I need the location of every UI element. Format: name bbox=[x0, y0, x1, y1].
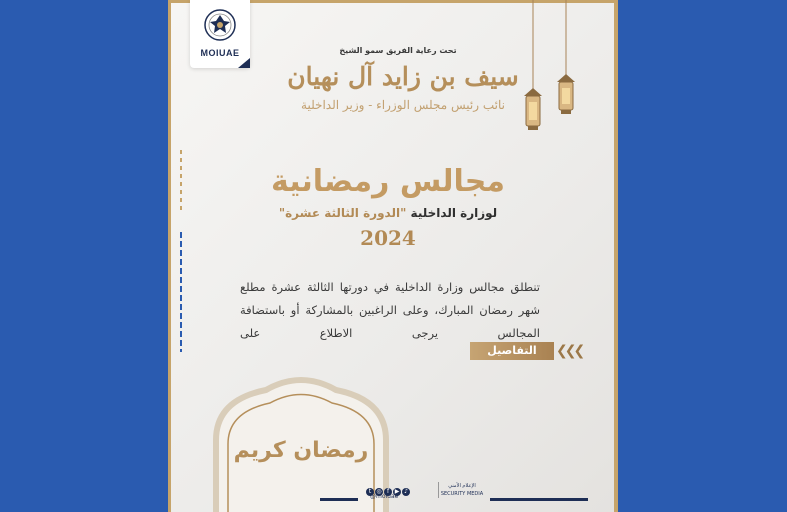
event-subtitle bbox=[268, 206, 508, 220]
ramadan-kareem-greeting: رمضان كريم bbox=[233, 438, 369, 463]
subtitle-ministry: لوزارة الداخلية bbox=[410, 206, 498, 220]
logo-brand-text: MOIUAE bbox=[200, 48, 240, 58]
crescent-lanterns-icon bbox=[498, 0, 618, 150]
announcement-card bbox=[168, 0, 618, 512]
facebook-icon[interactable]: f bbox=[384, 488, 392, 496]
patron-line: تحت رعاية الفريق سمو الشيخ bbox=[339, 46, 457, 55]
details-button[interactable]: التفاصيل bbox=[470, 342, 554, 360]
footer-line-right bbox=[490, 498, 588, 501]
footer-line-left bbox=[320, 498, 358, 501]
gold-border-left bbox=[168, 0, 171, 512]
logo-corner-accent bbox=[238, 58, 250, 68]
tiktok-icon[interactable]: ♪ bbox=[402, 488, 410, 496]
event-year: 2024 bbox=[360, 226, 416, 250]
social-handle[interactable]: @moiuae bbox=[370, 493, 399, 500]
youtube-icon[interactable]: ▶ bbox=[394, 487, 400, 495]
triple-chevron-left-icon: ❮❮❮ bbox=[556, 343, 583, 359]
event-title: مجالس رمضانية bbox=[271, 164, 505, 199]
decorative-dashes-blue bbox=[180, 232, 182, 352]
sheikh-name: سيف بن زايد آل نهيان bbox=[287, 62, 519, 91]
security-media-logo bbox=[438, 482, 485, 498]
decorative-dashes-gold bbox=[180, 150, 182, 210]
security-media-ar: الإعلام الأمني bbox=[448, 483, 476, 489]
announcement-body: تنطلق مجالس وزارة الداخلية في دورتها الثالثة عشرة مطلع شهر رمضان المبارك، وعلى الراغبين بالمشاركة أو باستضافة المجالس يرجى الاطلاع على bbox=[240, 280, 540, 340]
twitter-icon[interactable]: t bbox=[366, 488, 374, 496]
subtitle-edition: "الدورة الثالثة عشرة" bbox=[278, 206, 407, 220]
sheikh-title: نائب رئيس مجلس الوزراء - وزير الداخلية bbox=[301, 98, 505, 112]
falcon-emblem-icon bbox=[203, 8, 237, 42]
security-media-en: SECURITY MEDIA bbox=[440, 491, 484, 497]
instagram-icon[interactable]: ◎ bbox=[376, 487, 382, 495]
footer-social bbox=[364, 480, 488, 504]
